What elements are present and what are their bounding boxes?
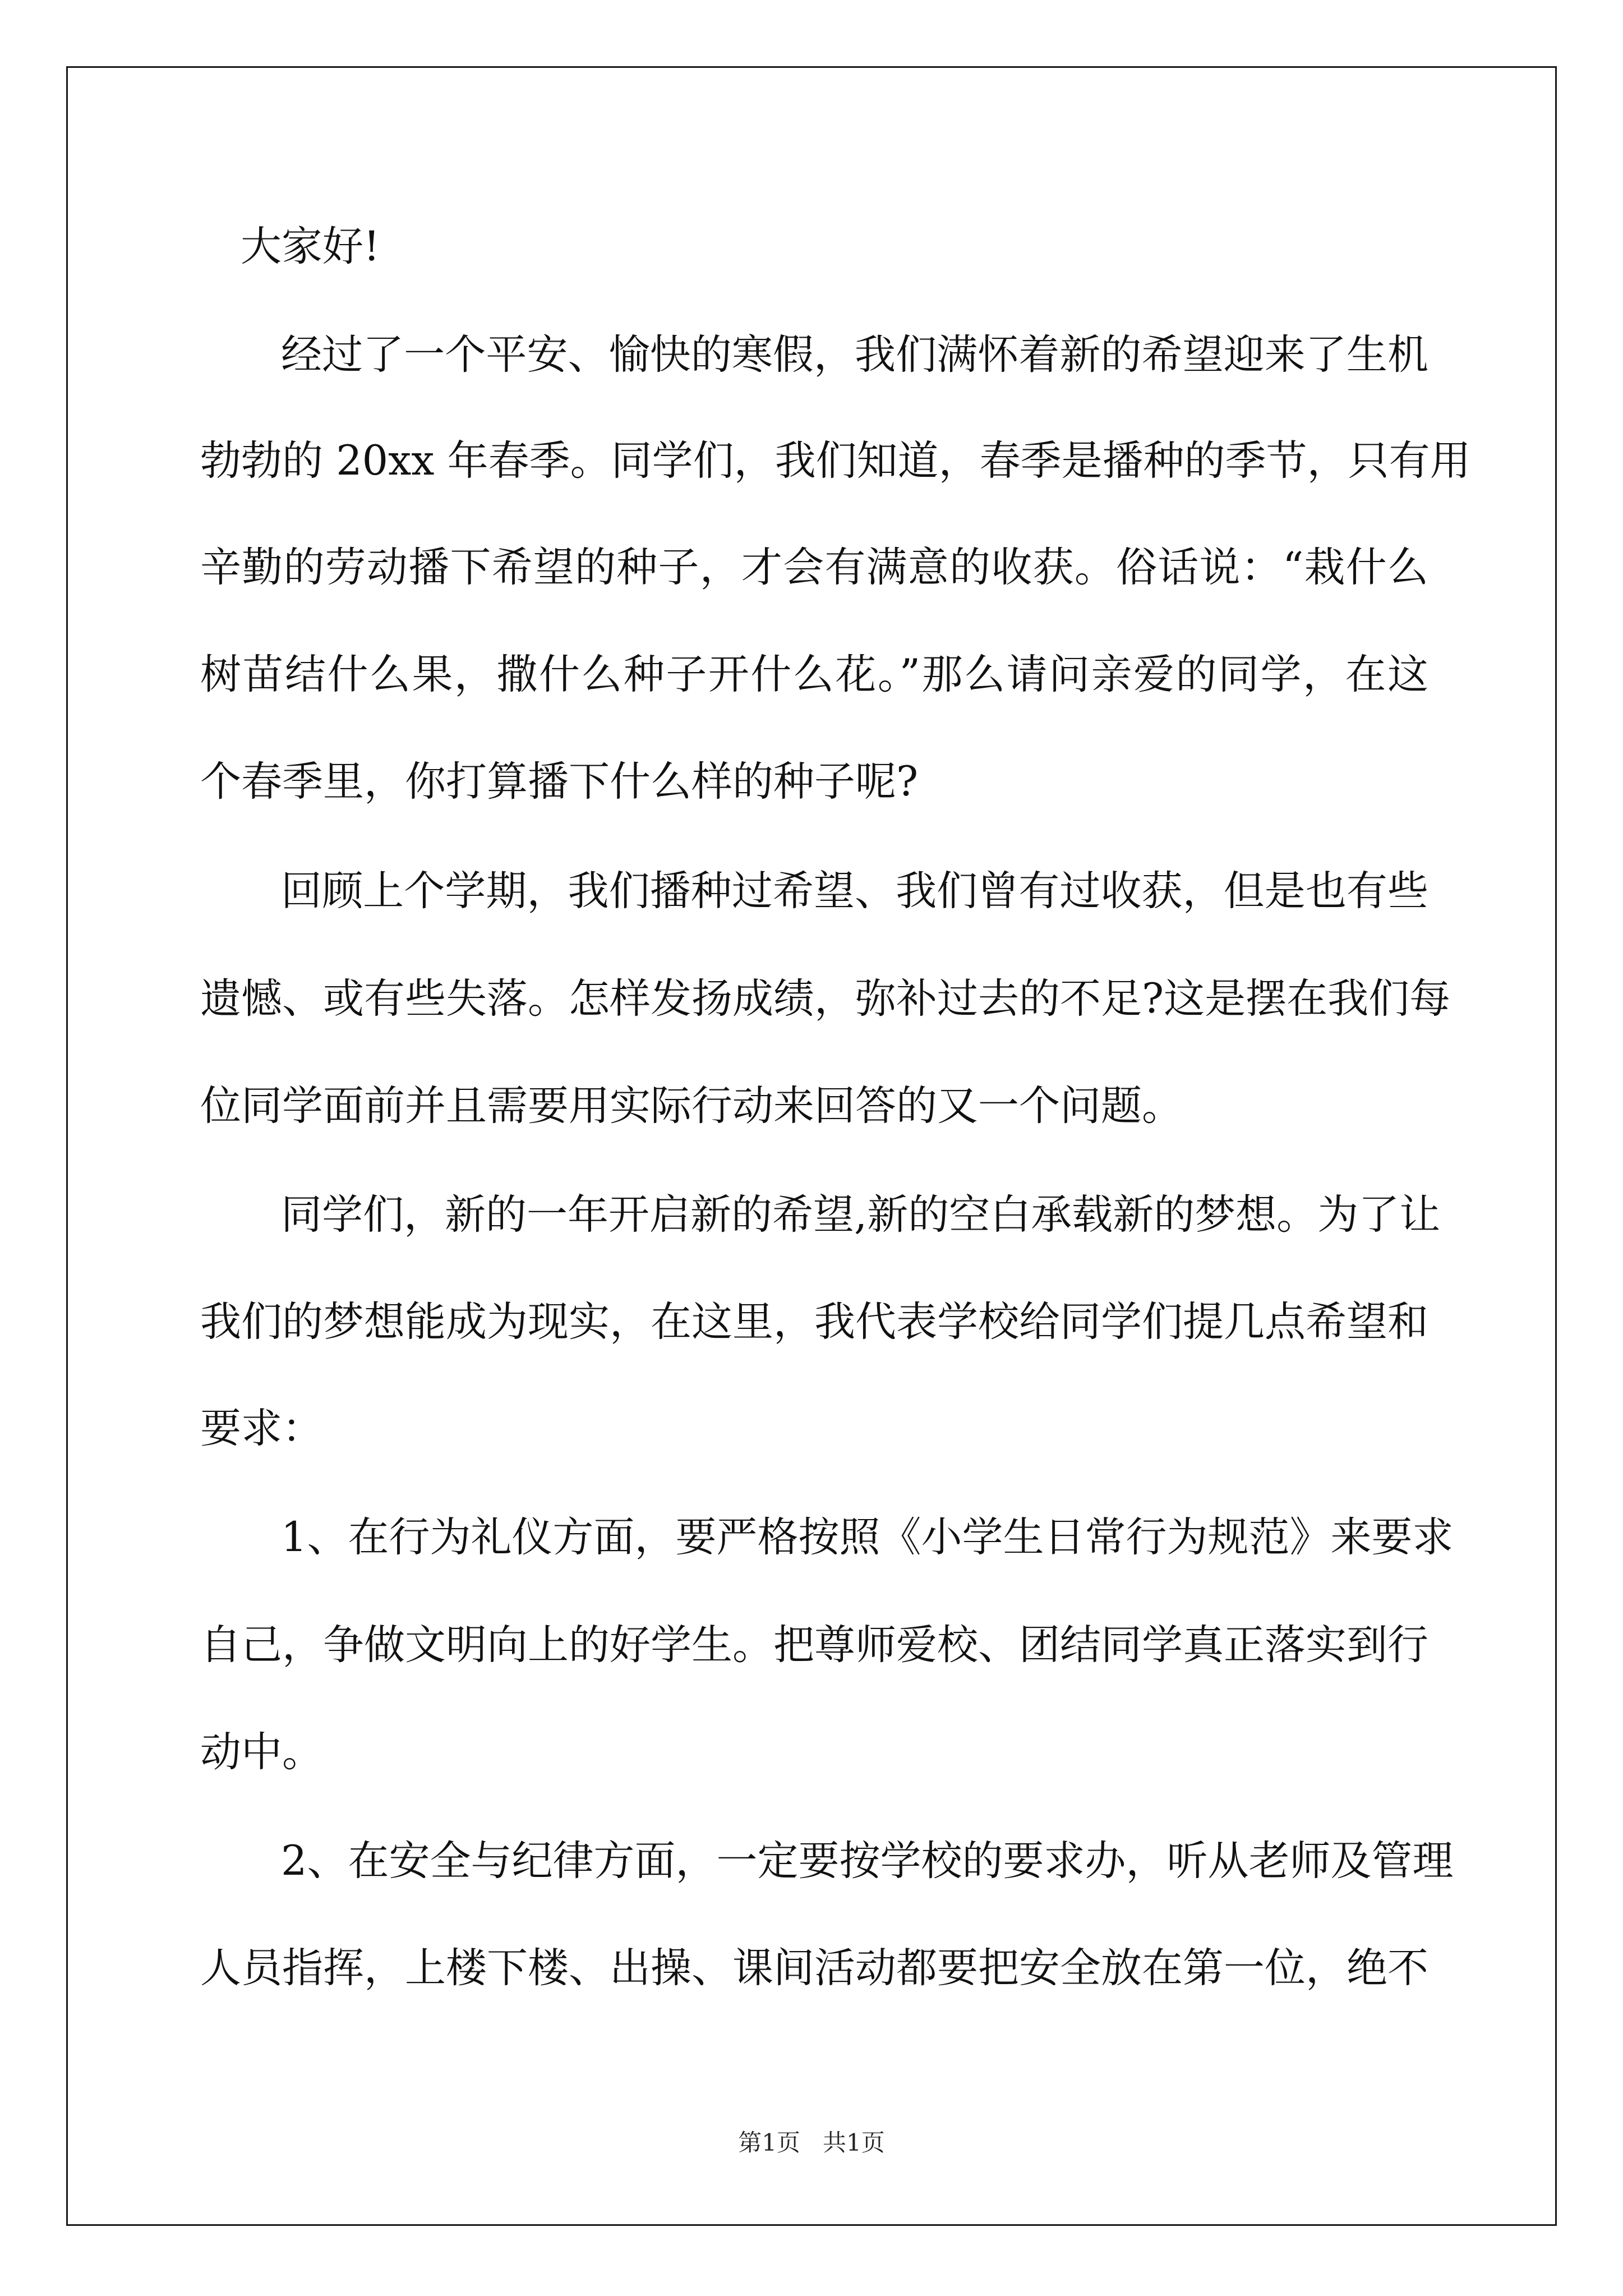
page-total-label: 共1页 [823, 2129, 885, 2156]
paragraph-3-line-2: 我们的梦想能成为现实，在这里，我代表学校给同学们提几点希望和 [200, 1298, 1428, 1346]
page-border [66, 66, 1557, 2226]
list-item-1-line-1: 1、在行为礼仪方面，要严格按照《小学生日常行为规范》来要求 [281, 1513, 1454, 1561]
list-item-1-line-3: 动中。 [200, 1728, 323, 1776]
greeting-line: 大家好! [241, 223, 380, 270]
footer-spacer [800, 2129, 823, 2156]
page-number-label: 第1页 [738, 2129, 800, 2156]
paragraph-3-line-1: 同学们，新的一年开启新的希望,新的空白承载新的梦想。为了让 [281, 1191, 1441, 1239]
list-item-1-line-2: 自己，争做文明向上的好学生。把尊师爱校、团结同学真正落实到行 [200, 1621, 1428, 1669]
paragraph-1-line-2: 勃勃的 20xx 年春季。同学们，我们知道，春季是播种的季节，只有用 [200, 437, 1471, 485]
paragraph-1-line-3: 辛勤的劳动播下希望的种子，才会有满意的收获。俗话说：“栽什么 [200, 544, 1428, 591]
paragraph-2-line-3: 位同学面前并且需要用实际行动来回答的又一个问题。 [200, 1082, 1183, 1130]
page-footer [0, 2126, 1623, 2160]
paragraph-2-line-1: 回顾上个学期，我们播种过希望、我们曾有过收获，但是也有些 [281, 867, 1428, 915]
paragraph-1-line-1: 经过了一个平安、愉快的寒假，我们满怀着新的希望迎来了生机 [281, 331, 1428, 379]
list-item-2-line-1: 2、在安全与纪律方面，一定要按学校的要求办，听从老师及管理 [281, 1837, 1454, 1885]
paragraph-1-line-5: 个春季里，你打算播下什么样的种子呢? [200, 758, 919, 806]
paragraph-2-line-2: 遗憾、或有些失落。怎样发扬成绩，弥补过去的不足?这是摆在我们每 [200, 975, 1451, 1023]
paragraph-1-line-4: 树苗结什么果，撒什么种子开什么花。”那么请问亲爱的同学，在这 [200, 651, 1428, 698]
list-item-2-line-2: 人员指挥，上楼下楼、出操、课间活动都要把安全放在第一位，绝不 [200, 1944, 1428, 1992]
paragraph-3-line-3: 要求： [200, 1405, 323, 1452]
